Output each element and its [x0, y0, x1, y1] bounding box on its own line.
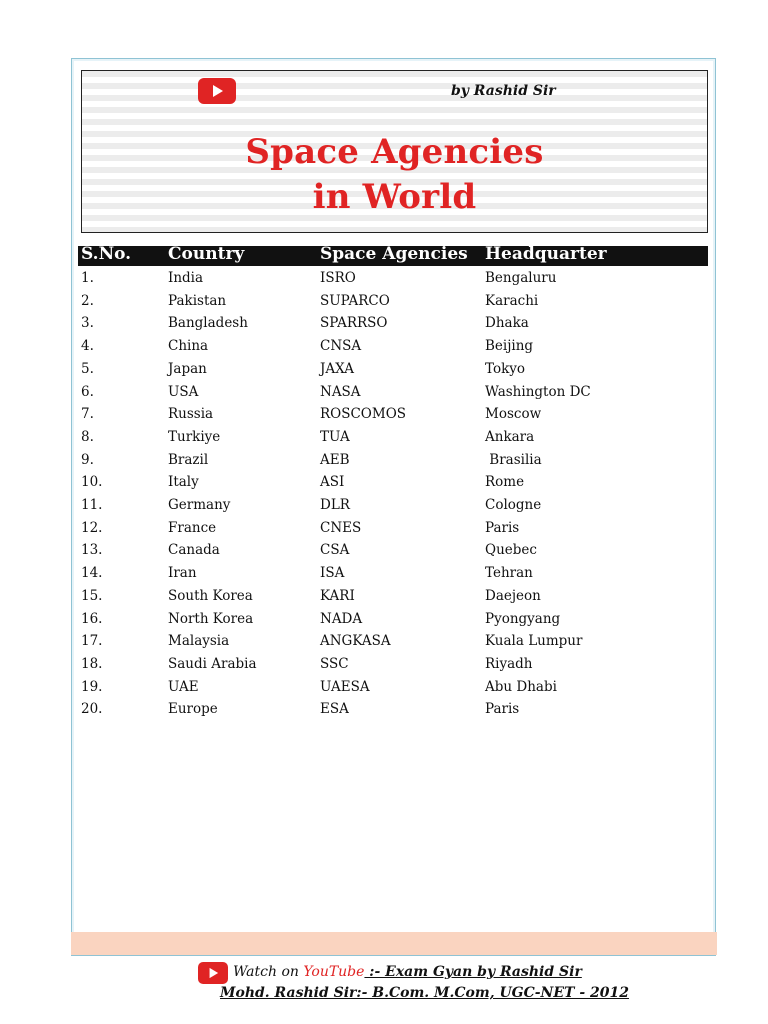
cell-headquarter: Karachi: [485, 292, 539, 309]
table-row: [78, 429, 708, 451]
cell-headquarter: Washington DC: [485, 383, 591, 400]
cell-agency: SPARRSO: [320, 315, 388, 332]
table-row: [78, 701, 708, 723]
watch-on-text: Watch on: [233, 964, 304, 980]
cell-headquarter: Brasilia: [485, 451, 542, 468]
cell-country: USA: [168, 383, 199, 400]
cell-agency: CNSA: [320, 338, 362, 355]
title-banner: [81, 70, 708, 233]
cell-country: Iran: [168, 565, 197, 582]
cell-country: UAE: [168, 678, 199, 695]
cell-country: Italy: [168, 474, 199, 491]
cell-agency: SSC: [320, 655, 349, 672]
cell-country: Brazil: [168, 451, 209, 468]
cell-country: Germany: [168, 497, 231, 513]
cell-country: Russia: [168, 406, 214, 423]
header-sno: S.No.: [81, 244, 132, 264]
youtube-link[interactable]: YouTube: [303, 964, 365, 980]
cell-country: Japan: [168, 360, 207, 377]
cell-sno: 12.: [81, 519, 103, 536]
cell-sno: 19.: [81, 678, 103, 695]
cell-country: Canada: [168, 542, 220, 559]
header-headquarter: Headquarter: [485, 244, 607, 264]
cell-country: France: [168, 519, 217, 536]
cell-agency: UAESA: [320, 678, 370, 695]
table-row: [78, 452, 708, 474]
page-subtitle: in World: [312, 177, 477, 217]
cell-country: North Korea: [168, 610, 254, 627]
cell-country: China: [168, 338, 209, 355]
cell-agency: ASI: [320, 474, 345, 491]
cell-sno: 2.: [81, 292, 94, 309]
cell-headquarter: Riyadh: [485, 655, 533, 672]
cell-agency: TUA: [320, 428, 350, 445]
header-country: Country: [168, 244, 245, 264]
table-row: [78, 611, 708, 633]
cell-headquarter: Ankara: [485, 428, 535, 445]
cell-headquarter: Moscow: [485, 406, 542, 423]
cell-headquarter: Beijing: [485, 338, 534, 355]
table-row: [78, 588, 708, 610]
table-row: [78, 315, 708, 337]
cell-country: Bangladesh: [168, 315, 248, 332]
cell-sno: 11.: [81, 497, 103, 513]
table-row: [78, 633, 708, 655]
table-row: [78, 406, 708, 428]
cell-headquarter: Tokyo: [485, 360, 526, 377]
cell-sno: 7.: [81, 406, 94, 423]
cell-agency: CSA: [320, 542, 350, 559]
cell-headquarter: Kuala Lumpur: [485, 633, 583, 650]
cell-agency: ANGKASA: [320, 633, 391, 650]
cell-agency: DLR: [320, 497, 350, 513]
cell-sno: 8.: [81, 428, 94, 445]
cell-sno: 10.: [81, 474, 103, 491]
author-credit: Mohd. Rashid Sir:- B.Com. M.Com, UGC-NET - 2012: [220, 985, 629, 1001]
cell-sno: 16.: [81, 610, 103, 627]
cell-country: Malaysia: [168, 633, 230, 650]
table-row: [78, 497, 708, 519]
cell-headquarter: Abu Dhabi: [485, 678, 557, 695]
table-row: [78, 293, 708, 315]
cell-agency: KARI: [320, 587, 355, 604]
cell-sno: 18.: [81, 655, 103, 672]
youtube-play-icon[interactable]: [198, 962, 228, 984]
cell-headquarter: Cologne: [485, 497, 542, 513]
table-row: [78, 384, 708, 406]
youtube-play-icon[interactable]: [198, 78, 236, 104]
cell-country: South Korea: [168, 587, 253, 604]
cell-agency: NADA: [320, 610, 363, 627]
cell-sno: 3.: [81, 315, 94, 332]
table-row: [78, 474, 708, 496]
cell-headquarter: Rome: [485, 474, 525, 491]
cell-agency: SUPARCO: [320, 292, 390, 309]
cell-country: Europe: [168, 701, 218, 718]
cell-agency: AEB: [320, 451, 350, 468]
cell-sno: 6.: [81, 383, 94, 400]
cell-headquarter: Dhaka: [485, 315, 529, 332]
cell-headquarter: Daejeon: [485, 587, 541, 604]
cell-sno: 15.: [81, 587, 103, 604]
cell-sno: 20.: [81, 701, 103, 718]
cell-sno: 1.: [81, 270, 94, 286]
table-row: [78, 270, 708, 292]
page-title: Space Agencies: [245, 132, 544, 172]
cell-agency: CNES: [320, 519, 362, 536]
cell-agency: ISRO: [320, 270, 356, 286]
table-header: [78, 246, 708, 266]
table-row: [78, 520, 708, 542]
cell-headquarter: Bengaluru: [485, 270, 557, 286]
cell-headquarter: Quebec: [485, 542, 537, 559]
cell-sno: 5.: [81, 360, 94, 377]
table-row: [78, 656, 708, 678]
table-row: [78, 361, 708, 383]
table-row: [78, 338, 708, 360]
header-space-agencies: Space Agencies: [320, 244, 468, 264]
cell-headquarter: Pyongyang: [485, 610, 561, 627]
byline: by Rashid Sir: [451, 83, 556, 99]
table-row: [78, 679, 708, 701]
cell-agency: ESA: [320, 701, 349, 718]
cell-sno: 17.: [81, 633, 103, 650]
cell-headquarter: Tehran: [485, 565, 533, 582]
cell-country: Saudi Arabia: [168, 655, 257, 672]
cell-country: Turkiye: [168, 428, 221, 445]
footer-band: [71, 932, 717, 955]
cell-sno: 14.: [81, 565, 103, 582]
table-row: [78, 542, 708, 564]
cell-sno: 13.: [81, 542, 103, 559]
cell-agency: ROSCOMOS: [320, 406, 407, 423]
cell-country: Pakistan: [168, 292, 227, 309]
cell-headquarter: Paris: [485, 701, 520, 718]
cell-country: India: [168, 270, 204, 286]
cell-agency: NASA: [320, 383, 361, 400]
channel-name: :- Exam Gyan by Rashid Sir: [364, 964, 582, 980]
cell-headquarter: Paris: [485, 519, 520, 536]
table-row: [78, 565, 708, 587]
cell-agency: ISA: [320, 565, 345, 582]
cell-sno: 4.: [81, 338, 94, 355]
cell-agency: JAXA: [320, 360, 355, 377]
cell-sno: 9.: [81, 451, 94, 468]
